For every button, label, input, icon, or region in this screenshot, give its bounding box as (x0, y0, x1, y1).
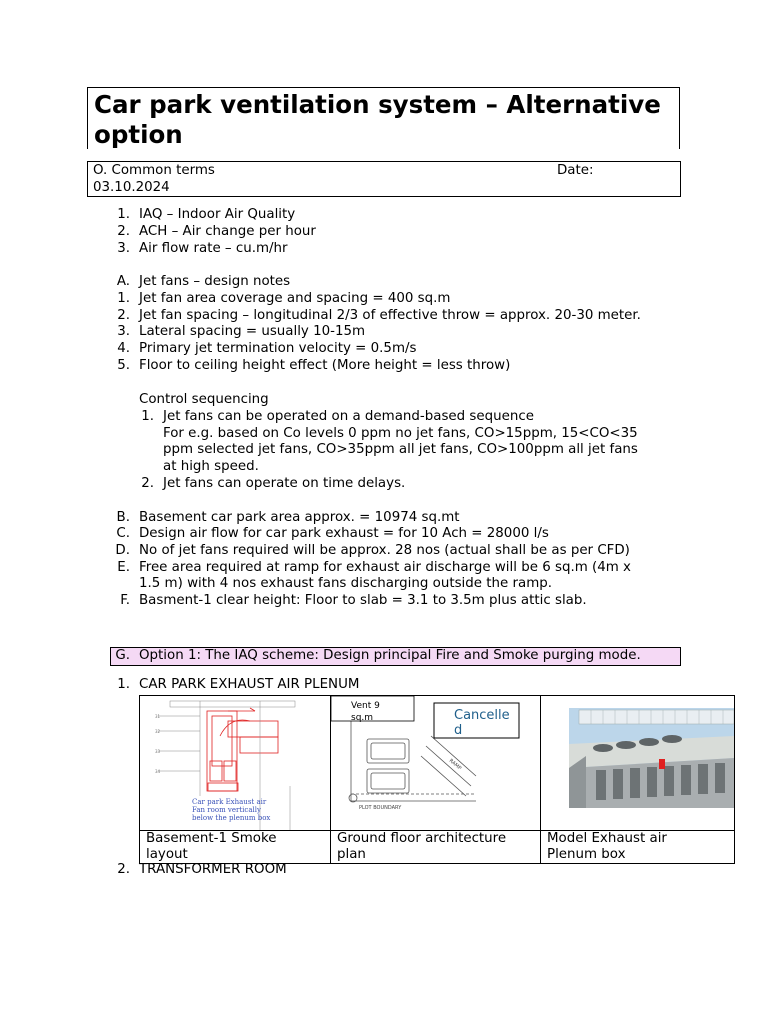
control-item-line: ppm selected jet fans, CO>35ppm all jet fans, CO>100ppm all jet fans (163, 442, 638, 457)
common-terms-label: O. Common terms (93, 163, 215, 178)
list-item: ACH – Air change per hour (139, 224, 316, 239)
control-item-line: For e.g. based on Co levels 0 ppm no jet fans, CO>15ppm, 15<CO<35 (163, 426, 638, 441)
section2-heading: TRANSFORMER ROOM (139, 862, 287, 877)
list-marker: E. (117, 560, 130, 575)
figure-table (139, 695, 735, 864)
control-item-line: at high speed. (163, 459, 259, 474)
list-marker: F. (120, 593, 130, 608)
control-item-line: Jet fans can be operated on a demand-based sequence (163, 409, 534, 424)
fact-line: Basment-1 clear height: Floor to slab = 3.1 to 3.5m plus attic slab. (139, 593, 587, 608)
figure-caption (331, 831, 541, 864)
list-item: Jet fan spacing – longitudinal 2/3 of effective throw = approx. 20-30 meter. (139, 308, 641, 323)
option1-text: Option 1: The IAQ scheme: Design principal Fire and Smoke purging mode. (139, 648, 641, 663)
fact-line: 1.5 m) with 4 nos exhaust fans discharging outside the ramp. (139, 576, 553, 591)
list-marker: 1. (117, 291, 130, 306)
list-marker: 3. (117, 324, 130, 339)
svg-text:31: 31 (155, 714, 161, 719)
list-marker: 2. (117, 308, 130, 323)
list-marker: 2. (141, 476, 154, 491)
caption-line: layout (146, 847, 188, 862)
list-marker: 3. (117, 241, 130, 256)
list-marker: B. (116, 510, 130, 525)
vent-sub: sq.m (351, 713, 374, 723)
figure-caption (541, 831, 735, 864)
smoke-layout-drawing (140, 696, 330, 830)
plot-boundary-label: PLOT BOUNDARY (359, 805, 402, 811)
list-item: Primary jet termination velocity = 0.5m/s (139, 341, 417, 356)
fact-line: Free area required at ramp for exhaust air discharge will be 6 sq.m (4m x (139, 560, 631, 575)
list-marker: 5. (117, 358, 130, 373)
caption-line: Model Exhaust air (547, 831, 667, 846)
figure-caption (140, 831, 331, 864)
list-item: Lateral spacing = usually 10-15m (139, 324, 366, 339)
fact-line: Design air flow for car park exhaust = for 10 Ach = 28000 l/s (139, 526, 549, 541)
model-plenum-drawing (541, 696, 734, 830)
control-heading: Control sequencing (139, 392, 269, 407)
ground-floor-drawing (331, 696, 540, 830)
list-marker: 1. (117, 677, 130, 692)
list-marker: 4. (117, 341, 130, 356)
caption-line: Basement-1 Smoke (146, 831, 277, 846)
list-marker: 1. (117, 207, 130, 222)
caption-line: Plenum box (547, 847, 626, 862)
date-label: Date: (557, 163, 594, 178)
figure-cell-model (541, 696, 735, 831)
ramp-label: RAMP (447, 757, 463, 772)
caption-line: Ground floor architecture (337, 831, 507, 846)
caption-line: plan (337, 847, 366, 862)
list-item: Air flow rate – cu.m/hr (139, 241, 288, 256)
svg-text:33: 33 (155, 749, 161, 754)
figure-cell-smoke-layout (140, 696, 331, 831)
drawing-note-line: Car park Exhaust air (192, 798, 267, 806)
cancelled-label: d (454, 723, 463, 738)
fact-line: No of jet fans required will be approx. 28 nos (actual shall be as per CFD) (139, 543, 630, 558)
list-item: IAQ – Indoor Air Quality (139, 207, 296, 222)
document-title: Car park ventilation system – Alternative option (94, 90, 661, 149)
svg-text:34: 34 (155, 769, 161, 774)
cancelled-label: Cancelle (454, 708, 510, 723)
figure-cell-ground-floor (331, 696, 541, 831)
svg-text:32: 32 (155, 729, 161, 734)
list-item: Jet fan area coverage and spacing = 400 sq.m (139, 291, 451, 306)
fact-line: Basement car park area approx. = 10974 sq.mt (139, 510, 460, 525)
list-marker: G. (115, 648, 130, 663)
list-item: Floor to ceiling height effect (More height = less throw) (139, 358, 511, 373)
title-box (87, 87, 680, 149)
list-marker: D. (115, 543, 130, 558)
date-value: 03.10.2024 (93, 179, 170, 195)
list-marker: 1. (141, 409, 154, 424)
list-marker: 2. (117, 224, 130, 239)
section-marker: A. (116, 274, 130, 289)
list-marker: 2. (117, 862, 130, 877)
jet-fans-heading: Jet fans – design notes (139, 274, 291, 289)
control-item-line: Jet fans can operate on time delays. (163, 476, 406, 491)
drawing-note-line: Fan room vertically (192, 806, 261, 814)
list-marker: C. (116, 526, 130, 541)
section1-heading: CAR PARK EXHAUST AIR PLENUM (139, 677, 360, 692)
vent-label: Vent 9 (351, 701, 380, 711)
common-terms-box (87, 161, 681, 197)
drawing-note-line: below the plenum box (192, 814, 271, 822)
